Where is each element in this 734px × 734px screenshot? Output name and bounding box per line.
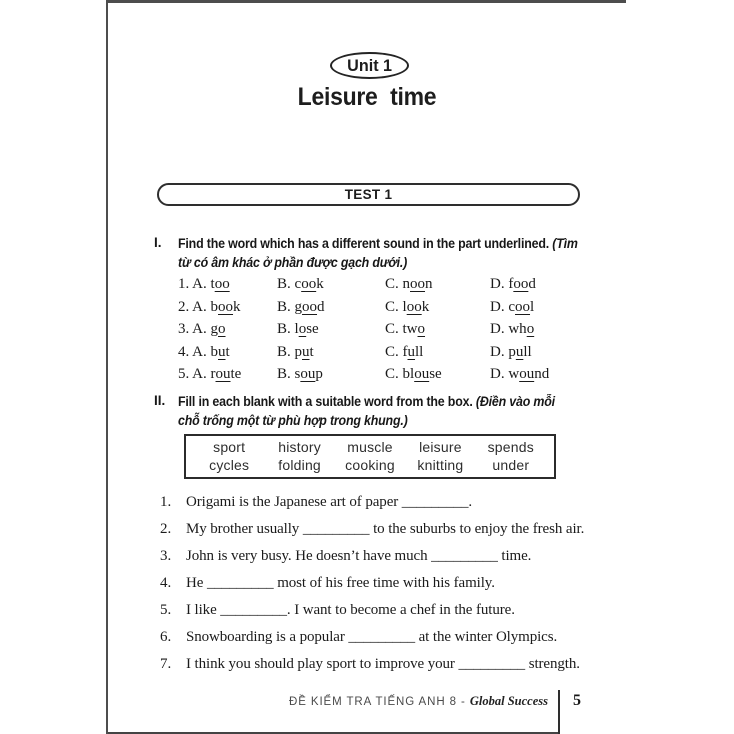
underlined-letters: oo [513,276,529,292]
underlined-letters: u [302,343,310,360]
sentence-number: 7. [160,656,172,672]
option-word: who [508,321,535,338]
page-number: 5 [573,692,581,709]
question-row [178,299,623,322]
underlined-letters: ou [414,366,430,383]
sentence-item [160,627,622,647]
option-a: 2. A. book [178,298,241,315]
underlined-letters: o [526,321,535,338]
option-word: soup [294,366,323,383]
underlined-letters: oo [410,276,426,292]
option-c: C. two [385,321,426,338]
book-title: ĐỀ KIỂM TRA TIẾNG ANH 8 [289,696,457,708]
word-box [184,434,556,479]
option-word: look [402,298,430,315]
option-c: C. full [385,343,424,360]
underlined-letters: o [298,321,307,338]
unit-badge-ellipse [330,52,409,79]
option-b: B. cook [277,276,324,292]
word-box-item: knitting [417,457,464,473]
sentence-text: I like _________. I want to become a chef in the future. [186,602,515,618]
option-b: B. lose [277,321,319,338]
underlined-letters: u [218,343,226,360]
option-c: C. look [385,298,430,315]
instruction-line-2: từ có âm khác ở phần được gạch dưới.) [178,254,408,270]
sentence-text: I think you should play sport to improve your _________ strength. [186,656,580,672]
underlined-letters: o [218,321,226,338]
question-row [178,276,623,299]
sentence-number: 3. [160,548,172,564]
sentence-item [160,573,622,593]
section-2-numeral: II. [154,393,166,408]
sentence-item [160,519,622,539]
footer-separator-line [558,690,560,734]
test-heading-pill [157,183,580,206]
sentence-item [160,600,622,620]
option-c: C. noon [385,276,433,292]
sentence-item [160,492,622,512]
option-a: 1. A. too [178,276,230,292]
sentence-text: Origami is the Japanese art of paper _________. [186,494,473,510]
option-word: pull [508,343,532,360]
sentence-number: 1. [160,494,172,510]
section-2-heading [154,393,588,430]
question-row [178,321,623,344]
underlined-letters: oo [214,276,230,292]
underlined-letters: oo [218,298,234,315]
underlined-letters: ou [519,366,535,383]
word-box-item: cycles [209,457,250,473]
option-b: B. soup [277,366,323,383]
word-box-item: under [492,457,530,473]
option-word: but [210,343,230,360]
option-word: good [294,298,325,315]
option-a: 5. A. route [178,366,242,383]
word-box-item: cooking [345,457,395,473]
underlined-letters: o [417,321,426,338]
section-1-numeral: I. [154,235,162,250]
underlined-letters: oo [515,298,531,315]
option-d: D. cool [490,298,535,315]
sentence-item [160,654,622,674]
sentence-number: 5. [160,602,172,618]
pronunciation-question-grid [178,276,623,389]
sentence-number: 2. [160,521,172,537]
unit-badge-label: Unit 1 [347,55,392,75]
option-word: lose [294,321,319,338]
page-title: Leisure time [297,83,437,111]
option-word: noon [402,276,433,292]
instruction-line-1: Find the word which has a different sound in the part underlined. (Tìm [178,236,578,251]
option-a: 3. A. go [178,321,226,338]
option-word: cook [294,276,324,292]
workbook-page [106,0,626,734]
underlined-letters: u [407,343,416,360]
option-d: D. pull [490,343,532,360]
word-box-item: leisure [419,439,462,455]
option-a: 4. A. but [178,343,230,360]
underlined-letters: ou [215,366,231,383]
option-word: go [210,321,226,338]
book-series: Global Success [469,694,548,708]
option-word: two [402,321,426,338]
word-box-item: spends [487,439,534,455]
instruction-line-1: Fill in each blank with a suitable word from the box. (Điền vào mỗi [178,394,555,409]
footer-book-title [289,694,548,709]
section-1-heading [154,235,613,272]
option-d: D. who [490,321,535,338]
question-row [178,344,623,367]
question-row [178,366,623,389]
option-b: B. put [277,343,314,360]
sentence-text: He _________ most of his free time with his family. [186,575,495,591]
fill-in-blank-sentences [160,492,622,681]
sentence-number: 4. [160,575,172,591]
underlined-letters: oo [302,298,318,315]
word-box-item: sport [213,439,246,455]
option-b: B. good [277,298,325,315]
instruction-line-2: chỗ trống một từ phù hợp trong khung.) [178,412,408,428]
sentence-item [160,546,622,566]
underlined-letters: oo [406,298,422,315]
option-word: cool [508,298,535,315]
section-1-instruction [178,235,578,272]
option-word: full [402,343,424,360]
option-word: wound [508,366,550,383]
option-d: D. wound [490,366,550,383]
sentence-text: John is very busy. He doesn’t have much _________ time. [186,548,532,564]
option-d: D. food [490,276,536,292]
word-box-item: folding [278,457,321,473]
option-word: food [508,276,536,292]
option-word: book [210,298,241,315]
word-box-item: muscle [347,439,393,455]
underlined-letters: oo [301,276,317,292]
underlined-letters: ou [300,366,316,383]
sentence-number: 6. [160,629,172,645]
test-heading-label: TEST 1 [344,187,393,202]
sentence-text: My brother usually _________ to the suburbs to enjoy the fresh air. [186,521,585,537]
footer-dash: - [461,696,466,708]
underlined-letters: u [515,343,524,360]
option-word: put [294,343,314,360]
section-2-instruction [178,393,555,430]
sentence-text: Snowboarding is a popular _________ at the winter Olympics. [186,629,558,645]
option-word: route [210,366,242,383]
word-box-item: history [278,439,321,455]
option-word: blouse [402,366,442,383]
option-word: too [210,276,230,292]
option-c: C. blouse [385,366,442,383]
